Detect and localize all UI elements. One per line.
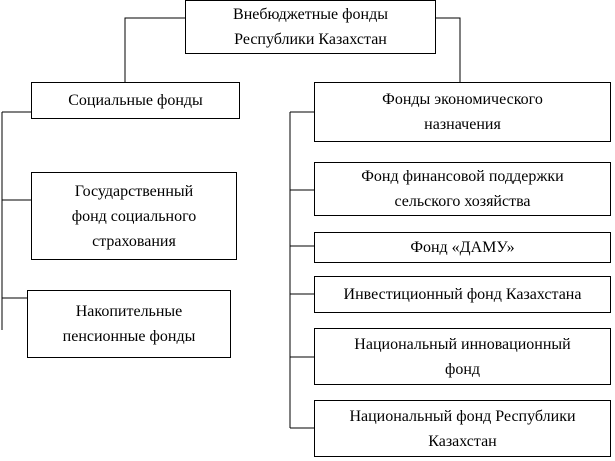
social-funds-title: Социальные фонды [68, 92, 203, 109]
economic-item-5-line-2: Казахстан [428, 432, 497, 450]
economic-item-2-node [314, 232, 611, 263]
connector-root-social [125, 18, 185, 82]
economic-item-3-node [314, 276, 611, 313]
economic-item-5-line-1: Национальный фонд Республики [349, 407, 576, 425]
economic-item-1-node [314, 162, 611, 216]
economic-item-3-line-1: Инвестиционный фонд Казахстана [343, 286, 582, 303]
root-node [185, 0, 436, 54]
social-item-2-node [27, 290, 231, 358]
social-funds-node [31, 82, 240, 119]
economic-funds-title-line-1: Фонды экономического [382, 91, 543, 108]
economic-item-1-line-2: сельского хозяйства [394, 193, 531, 210]
social-item-1-line-3: страхования [92, 232, 176, 250]
economic-item-1-line-1: Фонд финансовой поддержки [361, 168, 564, 185]
social-item-1-node [31, 172, 237, 260]
economic-item-4-line-2: фонд [444, 360, 481, 378]
social-item-2-line-1: Накопительные [75, 303, 183, 320]
social-item-1-line-1: Государственный [74, 182, 194, 200]
economic-item-4-line-1: Национальный инновационный [354, 335, 571, 353]
root-line-2: Республики Казахстан [234, 31, 387, 48]
economic-funds-title-line-2: назначения [424, 116, 501, 133]
connector-root-economic [436, 18, 460, 82]
economic-item-4-node [314, 328, 611, 385]
social-item-1-line-2: фонд социального [71, 207, 197, 225]
economic-item-2-line-1: Фонд «ДАМУ» [410, 239, 515, 256]
economic-item-5-node [314, 400, 611, 457]
economic-funds-node [314, 82, 611, 142]
social-item-2-line-2: пенсионные фонды [62, 328, 196, 345]
root-line-1: Внебюджетные фонды [233, 6, 388, 23]
